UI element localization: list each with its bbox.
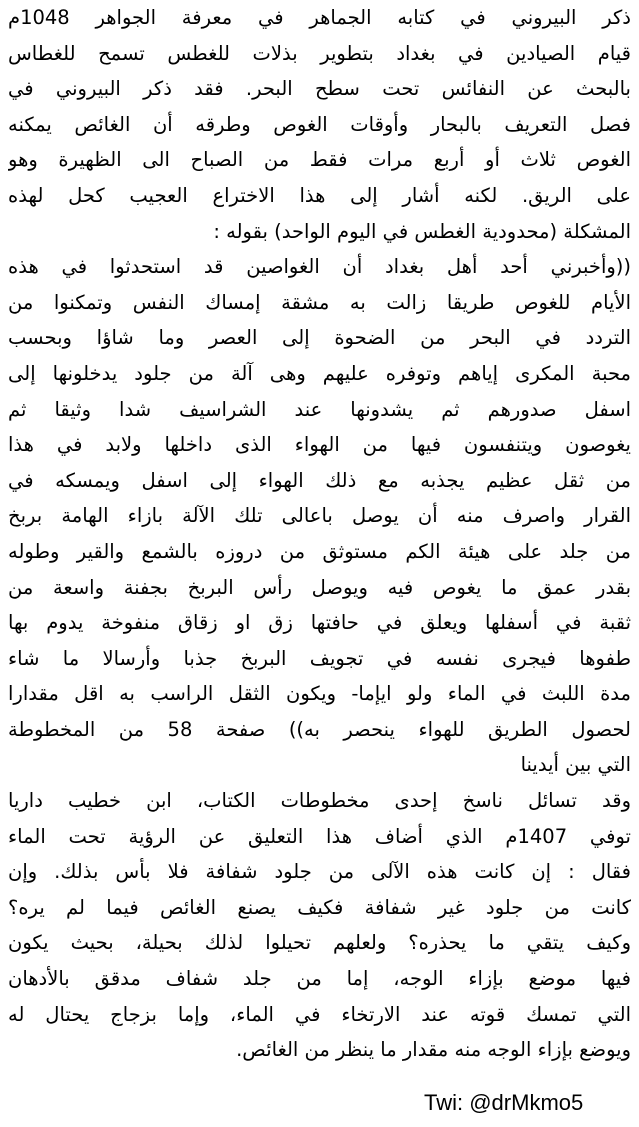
text-line: وقد تسائل ناسخ إحدى مخطوطات الكتاب، ابن خطيب داريا [8,789,631,813]
text-line: فقال : إن كانت هذه الآلى من جلود شفافة فلا بأس بذلك. وإن [8,860,631,884]
text-line: فصل التعريف بالبحار وأوقات الغوص وطرقه أن الغائص يمكنه [8,112,631,136]
text-line: فيها موضع بإزاء الوجه، إما من جلد شفاف مدقق بالأدهان [8,967,631,991]
text-line: التي بين أيدينا [520,753,631,777]
text-line: على الريق. لكنه أشار إلى هذا الاختراع العجيب كحل لهذه [8,183,631,207]
text-line: وكيف يتقي ما يحذره؟ ولعلهم تحيلوا لذلك بحيلة، بحيث يكون [8,931,631,955]
text-line: بقدر عمق ما يغوص فيه ويوصل رأس البربخ بجفنة واسعة من [8,575,631,599]
text-line: اسفل صدورهم ثم يشدونها عند الشراسيف شدا وثيقا ثم [8,397,631,421]
text-line: القرار واصرف منه أن يوصل باعالى تلك الآلة بازاء الهامة بربخ [8,504,631,528]
text-line: طفوها فيجرى نفسه في تجويف البربخ جذبا وأرسالا ما شاء [8,646,631,670]
text-line: محبة المكرى إياهم وتوفره عليهم وهى آلة من جلود يدخلونها إلى [8,361,631,385]
article-body [8,0,631,1068]
text-line: الغوص ثلاث أو أربع مرات فقط من الصباح الى الظهيرة وهو [8,148,631,172]
text-line: التي تمسك قوته عند الارتخاء في الماء، وإما بزجاج يحتال له [8,1002,631,1026]
text-line: ويوضع بإزاء الوجه منه مقدار ما ينظر من الغائص. [236,1038,631,1062]
text-line: كانت من جلود غير شفافة فكيف يصنع الغائص فيما لم يره؟ [8,895,631,919]
text-line: الأيام للغوص طريقا زالت به مشقة إمساك النفس وتمكنوا من [8,290,631,314]
text-line: لحصول الطريق للهواء ينحصر به)) صفحة 58 من المخطوطة [8,717,631,741]
text-line: بالبحث عن النفائس تحت سطح البحر. فقد ذكر البيروني في [8,77,631,101]
text-line: قيام الصيادين في بغداد بتطوير بذلات للغطس تسمح للغطاس [8,41,631,65]
text-line: توفي 1407م الذي أضاف هذا التعليق عن الرؤية تحت الماء [8,824,631,848]
text-line: مدة اللبث في الماء ولو ايإما- ويكون الثقل الراسب به اقل مقدارا [8,682,631,706]
text-line: ثقبة في أسفلها ويعلق في حافتها زق او زقاق منفوخة يدوم بها [8,611,631,635]
text-line: ذكر البيروني في كتابه الجماهر في معرفة الجواهر 1048م [8,6,631,29]
text-line: من جلد على هيئة الكم مستوثق من دروزه بالشمع والقير وطوله [8,539,631,563]
text-line: يغوصون ويتنفسون فيها من الهواء الذى داخلها ولابد في هذا [8,433,631,457]
twitter-credit: Twi: @drMkmo5 [424,1090,584,1115]
text-line: المشكلة (محدودية الغطس في اليوم الواحد) بقوله : [213,219,631,243]
text-line: التردد في البحر من الضحوة إلى العصر وما شاؤا وبحسب [8,326,631,350]
text-line: ((وأخبرني أحد أهل بغداد أن الغواصين قد استحدثوا في هذه [8,255,631,279]
text-line: من ثقل عظيم يجذبه مع ذلك الهواء إلى اسفل ويمسكه في [8,468,631,492]
